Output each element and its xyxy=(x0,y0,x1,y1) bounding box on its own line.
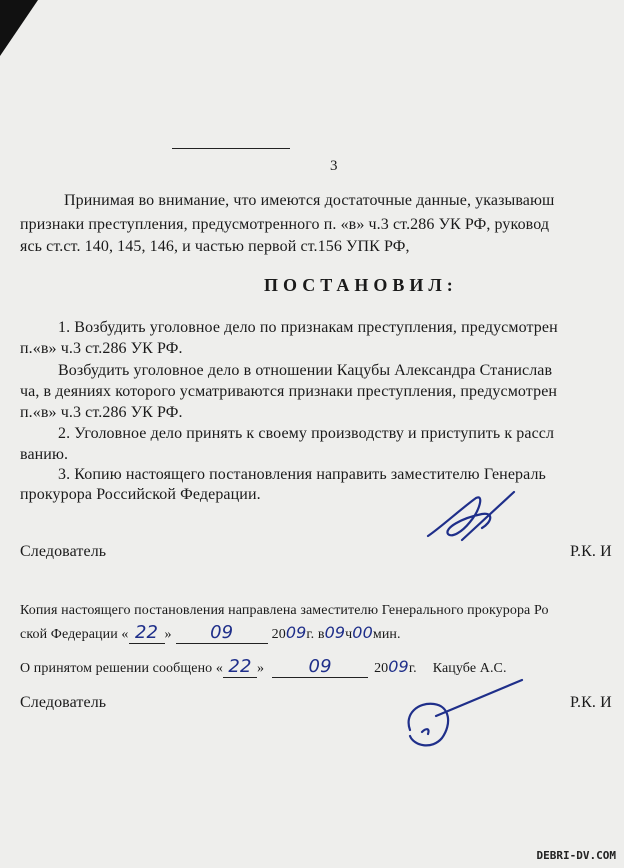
copy-day: 22 xyxy=(134,622,159,643)
decision-year: 09 xyxy=(388,657,409,676)
copy-hour: 09 xyxy=(324,623,346,642)
scan-corner-mark xyxy=(0,0,40,60)
resolution-line: прокурора Российской Федерации. xyxy=(20,486,261,503)
investigator-signature-1 xyxy=(422,488,522,558)
copy-year: 09 xyxy=(285,623,307,642)
resolution-line: ванию. xyxy=(20,446,69,463)
copy-year-suffix: г. в xyxy=(306,627,325,642)
resolution-line: Возбудить уголовное дело в отношении Кацубы Александра Станислав xyxy=(58,362,553,379)
top-rule xyxy=(172,148,290,149)
resolution-line: п.«в» ч.3 ст.286 УК РФ. xyxy=(20,404,183,421)
signature-name: Р.К. И xyxy=(570,543,612,560)
resolution-line: 1. Возбудить уголовное дело по признакам преступления, предусмотрен xyxy=(58,319,558,336)
copy-note-line: Копия настоящего постановления направлена заместителю Генерального прокурора Ро xyxy=(20,603,549,618)
resolution-line: 2. Уголовное дело принять к своему производству и приступить к рассл xyxy=(58,425,555,442)
signature-name: Р.К. И xyxy=(570,694,612,711)
copy-sep: » xyxy=(164,627,172,642)
page-number: 3 xyxy=(330,158,338,174)
decision-recipient: Кацубе А.С. xyxy=(432,661,507,676)
watermark: DEBRI-DV.COM xyxy=(536,849,616,862)
copy-note-line xyxy=(20,622,401,644)
decision-year-suffix: г. xyxy=(408,661,417,676)
copy-month: 09 xyxy=(210,622,234,643)
decision-year-prefix: 20 xyxy=(374,661,389,676)
copy-minute-suffix: мин. xyxy=(372,627,401,642)
preamble-line: Принимая во внимание, что имеются достаточные данные, указываюш xyxy=(64,192,555,209)
decision-day: 22 xyxy=(228,656,252,677)
signature-role: Следователь xyxy=(20,543,107,560)
copy-note-prefix: ской Федерации « xyxy=(20,627,129,642)
copy-hour-suffix: ч xyxy=(345,627,353,642)
copy-minute: 00 xyxy=(352,623,373,642)
page-title: ПОСТАНОВИЛ: xyxy=(264,275,458,295)
preamble-line: признаки преступления, предусмотренного п. «в» ч.3 ст.286 УК РФ, руковод xyxy=(20,216,550,233)
signature-role: Следователь xyxy=(20,694,107,711)
decision-sep: » xyxy=(256,661,265,676)
copy-year-prefix: 20 xyxy=(271,627,286,642)
investigator-signature-2 xyxy=(400,676,530,756)
decision-month: 09 xyxy=(308,656,332,677)
decision-note-line xyxy=(20,656,507,678)
resolution-line: 3. Копию настоящего постановления направить заместителю Генераль xyxy=(58,466,546,483)
resolution-line: ча, в деяниях которого усматриваются признаки преступления, предусмотрен xyxy=(20,383,558,400)
decision-prefix: О принятом решении сообщено « xyxy=(20,661,223,676)
resolution-line: п.«в» ч.3 ст.286 УК РФ. xyxy=(20,340,183,357)
preamble-line: ясь ст.ст. 140, 145, 146, и частью первой ст.156 УПК РФ, xyxy=(20,238,410,255)
